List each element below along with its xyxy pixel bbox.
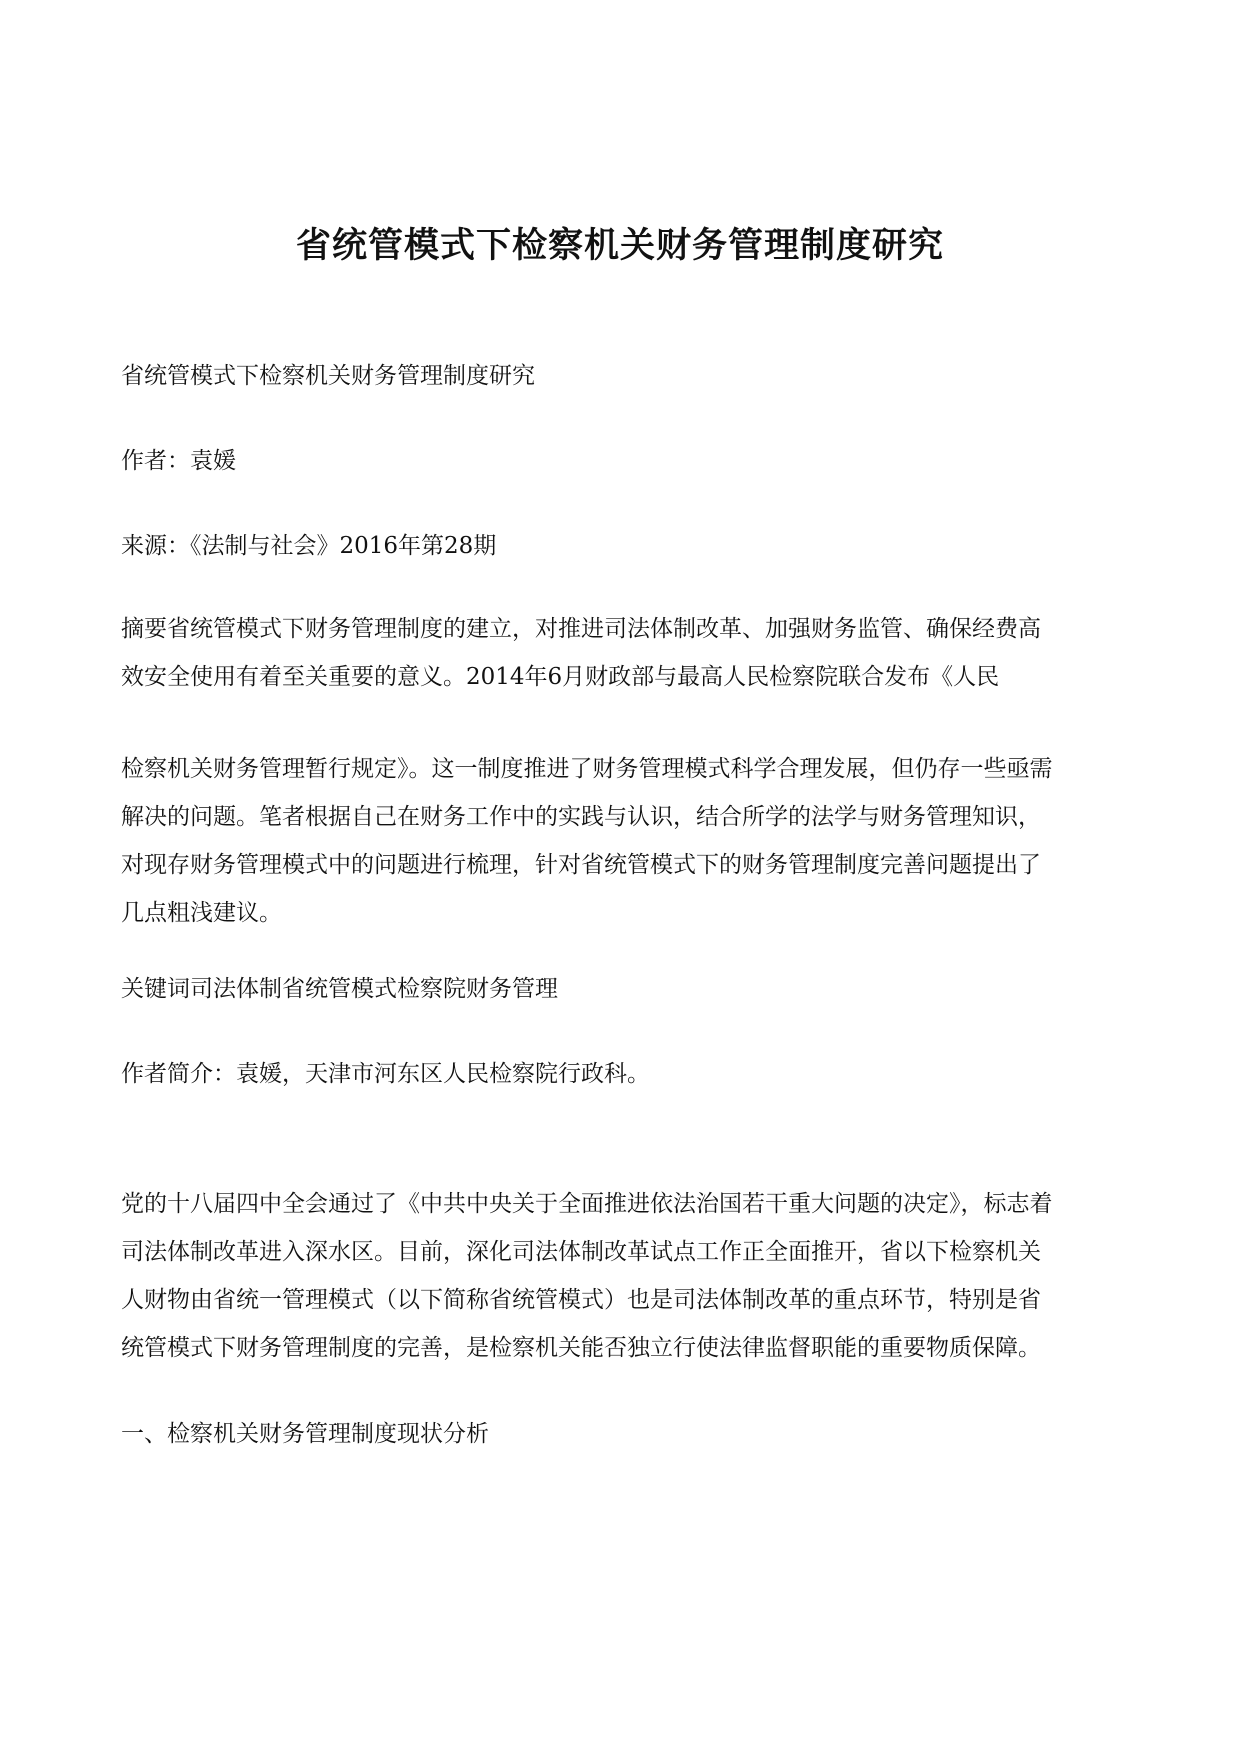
abstract-paragraph-part2 xyxy=(121,745,1131,937)
source-line: 来源：《法制与社会》2016年第28期 xyxy=(121,533,497,559)
abstract-paragraph-part1 xyxy=(121,605,1131,701)
intro-line: 人财物由省统一管理模式（以下简称省统管模式）也是司法体制改革的重点环节，特别是省 xyxy=(121,1287,1041,1313)
document-title: 省统管模式下检察机关财务管理制度研究 xyxy=(295,226,944,266)
intro-paragraph xyxy=(121,1180,1131,1372)
abstract-line: 检察机关财务管理暂行规定》。这一制度推进了财务管理模式科学合理发展，但仍存一些亟需 xyxy=(121,756,1053,782)
keywords-line: 关键词司法体制省统管模式检察院财务管理 xyxy=(121,976,558,1002)
abstract-line: 对现存财务管理模式中的问题进行梳理，针对省统管模式下的财务管理制度完善问题提出了 xyxy=(121,852,1041,878)
section-heading: 一、检察机关财务管理制度现状分析 xyxy=(121,1421,489,1447)
author-bio: 作者简介：袁媛，天津市河东区人民检察院行政科。 xyxy=(121,1061,650,1087)
abstract-line: 摘要省统管模式下财务管理制度的建立，对推进司法体制改革、加强财务监管、确保经费高 xyxy=(121,616,1041,642)
intro-line: 统管模式下财务管理制度的完善，是检察机关能否独立行使法律监督职能的重要物质保障。 xyxy=(121,1335,1041,1361)
article-subtitle: 省统管模式下检察机关财务管理制度研究 xyxy=(121,363,535,389)
abstract-line: 几点粗浅建议。 xyxy=(121,900,282,926)
abstract-line: 效安全使用有着至关重要的意义。2014年6月财政部与最高人民检察院联合发布《人民 xyxy=(121,664,1000,690)
intro-line: 司法体制改革进入深水区。目前，深化司法体制改革试点工作正全面推开，省以下检察机关 xyxy=(121,1239,1041,1265)
abstract-line: 解决的问题。笔者根据自己在财务工作中的实践与认识，结合所学的法学与财务管理知识， xyxy=(121,804,1041,830)
intro-line: 党的十八届四中全会通过了《中共中央关于全面推进依法治国若干重大问题的决定》，标志着 xyxy=(121,1191,1053,1217)
author-line: 作者：袁媛 xyxy=(121,448,236,474)
